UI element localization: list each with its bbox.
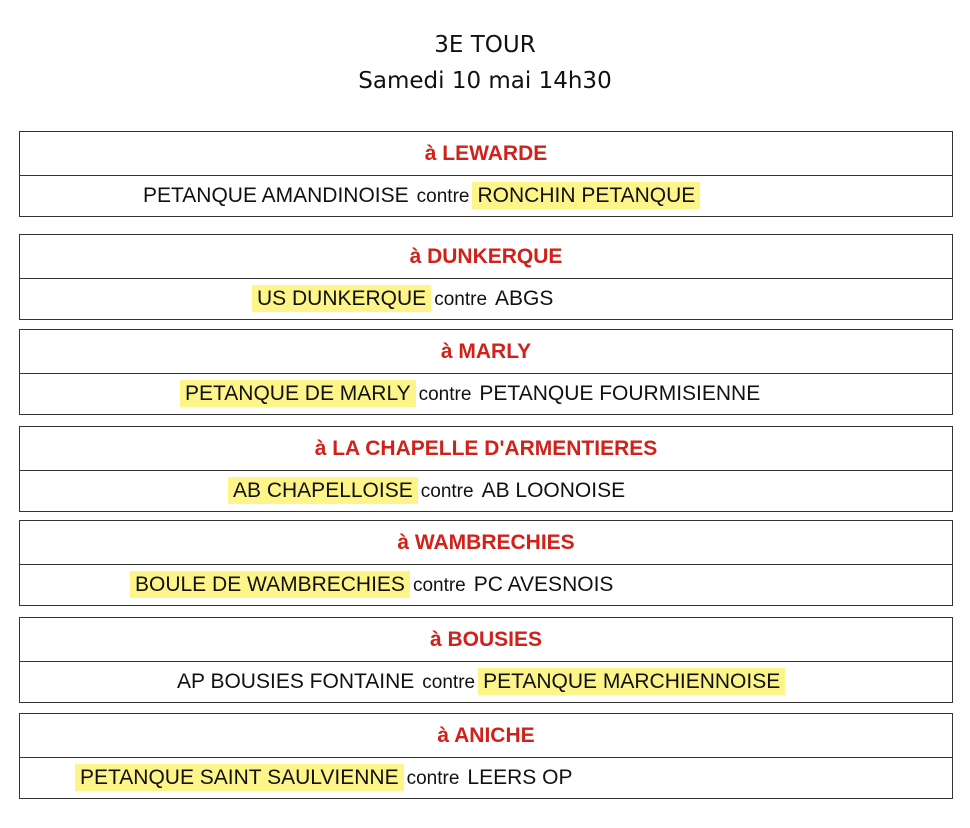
away-team: LEERS OP: [467, 766, 573, 789]
home-team: PETANQUE DE MARLY: [180, 380, 416, 407]
home-team: PETANQUE SAINT SAULVIENNE: [75, 764, 404, 791]
match-block-lewarde: [19, 131, 953, 217]
home-team: AB CHAPELLOISE: [228, 477, 418, 504]
match-row: [20, 374, 952, 414]
vs-label: contre: [412, 575, 466, 596]
match-datetime: Samedi 10 mai 14h30: [358, 68, 612, 94]
match-row: [20, 662, 952, 702]
away-team: PC AVESNOIS: [473, 573, 614, 596]
venue-label: à ANICHE: [20, 714, 952, 758]
vs-label: contre: [422, 672, 476, 693]
away-team: PETANQUE MARCHIENNOISE: [478, 668, 785, 695]
venue-label: à MARLY: [20, 330, 952, 374]
match-row: [20, 565, 952, 605]
match-block-wambrechies: [19, 520, 953, 606]
vs-label: contre: [434, 289, 488, 310]
vs-label: contre: [416, 186, 470, 207]
match-block-dunkerque: [19, 234, 953, 320]
round-title: 3E TOUR: [434, 32, 536, 58]
venue-label: à LA CHAPELLE D'ARMENTIERES: [20, 427, 952, 471]
match-block-la-chapelle: [19, 426, 953, 512]
home-team: AP BOUSIES FONTAINE: [177, 670, 415, 693]
match-block-marly: [19, 329, 953, 415]
match-block-bousies: [19, 617, 953, 703]
match-block-aniche: [19, 713, 953, 799]
away-team: AB LOONOISE: [481, 479, 626, 502]
match-row: [20, 176, 952, 216]
venue-label: à LEWARDE: [20, 132, 952, 176]
vs-label: contre: [406, 768, 460, 789]
match-row: [20, 758, 952, 798]
home-team: BOULE DE WAMBRECHIES: [130, 571, 410, 598]
away-team: ABGS: [495, 287, 554, 310]
venue-label: à DUNKERQUE: [20, 235, 952, 279]
home-team: US DUNKERQUE: [252, 285, 431, 312]
match-row: [20, 471, 952, 511]
venue-label: à WAMBRECHIES: [20, 521, 952, 565]
vs-label: contre: [420, 481, 474, 502]
match-row: [20, 279, 952, 319]
away-team: PETANQUE FOURMISIENNE: [479, 382, 761, 405]
home-team: PETANQUE AMANDINOISE: [143, 184, 409, 207]
away-team: RONCHIN PETANQUE: [472, 182, 700, 209]
venue-label: à BOUSIES: [20, 618, 952, 662]
vs-label: contre: [418, 384, 472, 405]
